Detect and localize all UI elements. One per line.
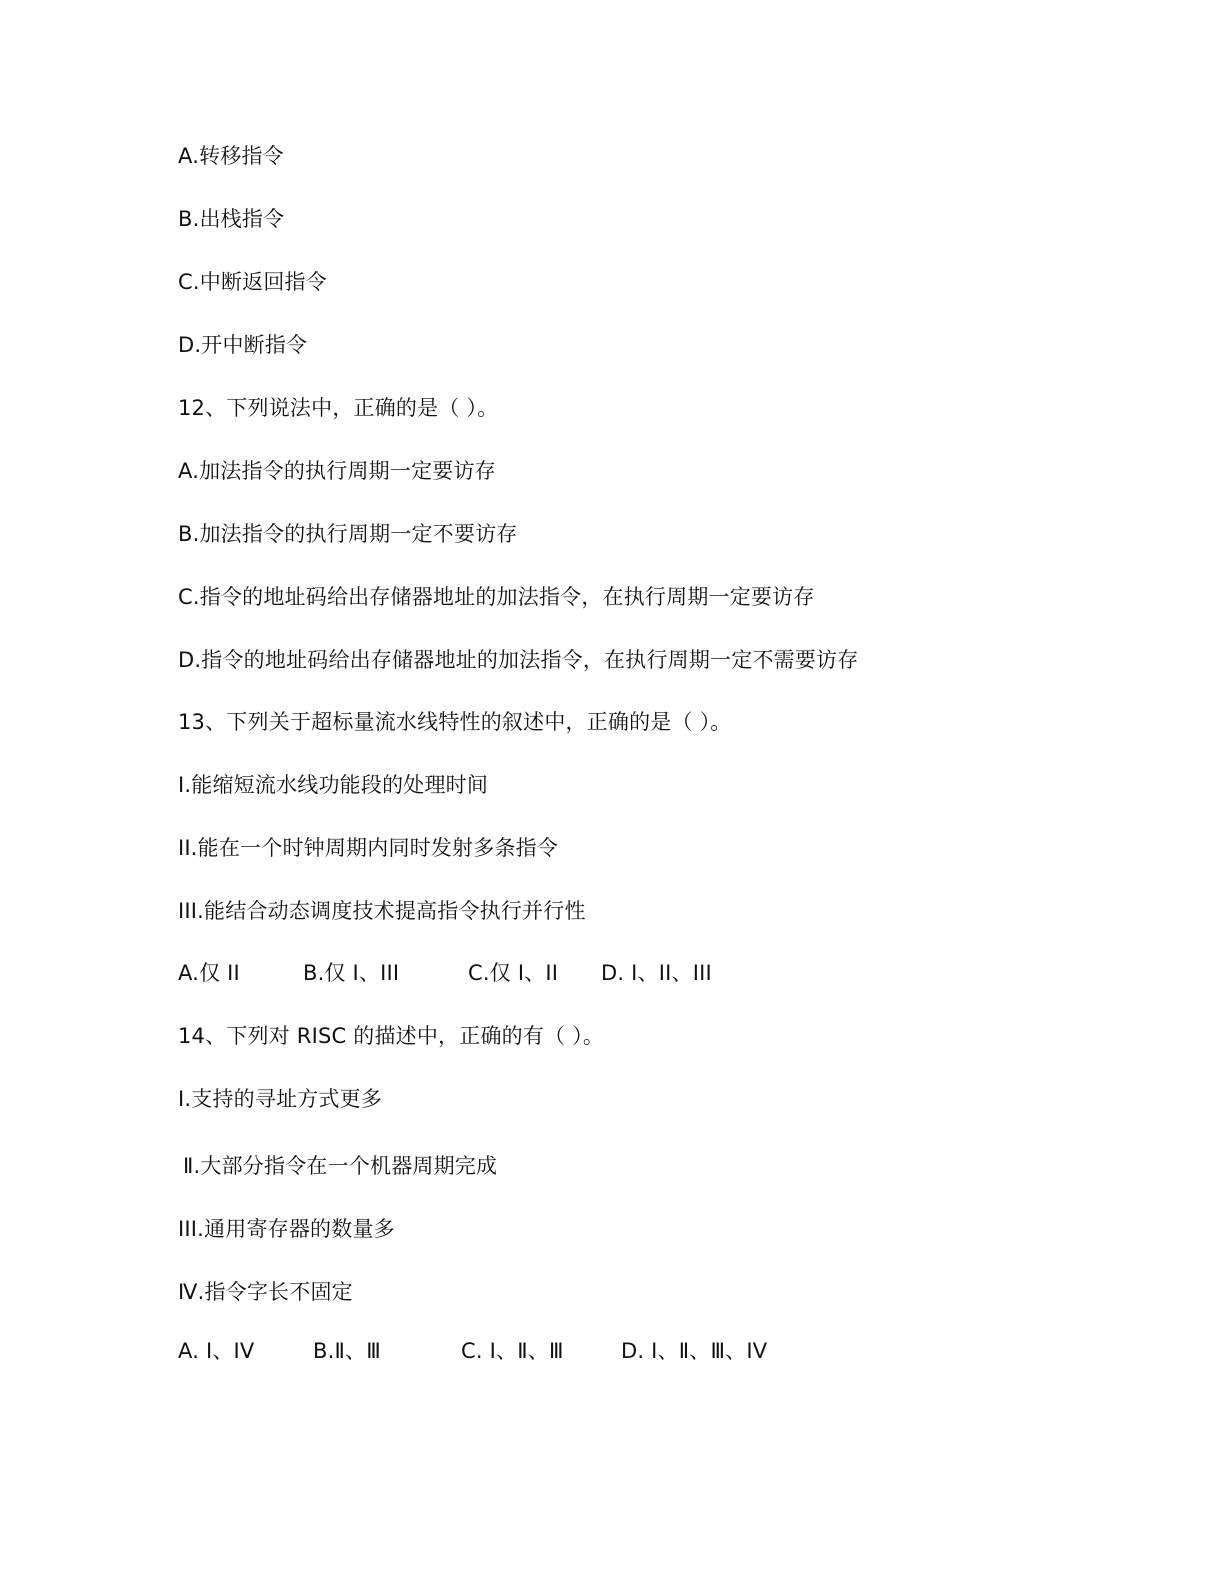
q14-statement-3: III.通用寄存器的数量多 xyxy=(178,1217,395,1241)
q13-stem: 13、下列关于超标量流水线特性的叙述中，正确的是（ ）。 xyxy=(178,710,732,734)
q13-statement-3: III.能结合动态调度技术提高指令执行并行性 xyxy=(178,899,586,923)
q12-option-c: C.指令的地址码给出存储器地址的加法指令，在执行周期一定要访存 xyxy=(178,585,815,609)
q12-option-d: D.指令的地址码给出存储器地址的加法指令，在执行周期一定不需要访存 xyxy=(178,648,859,672)
q13-option-d: D. I、II、III xyxy=(601,961,712,985)
q12-option-b: B.加法指令的执行周期一定不要访存 xyxy=(178,522,518,546)
q14-option-c: C. I、Ⅱ、Ⅲ xyxy=(461,1339,564,1363)
q11-option-c: C.中断返回指令 xyxy=(178,270,327,294)
q14-statement-1: I.支持的寻址方式更多 xyxy=(178,1087,383,1111)
q13-option-c: C.仅 I、II xyxy=(468,961,559,985)
q14-statement-4: Ⅳ.指令字长不固定 xyxy=(178,1280,353,1304)
q13-statement-1: I.能缩短流水线功能段的处理时间 xyxy=(178,773,489,797)
q13-option-a: A.仅 II xyxy=(178,961,240,985)
q12-option-a: A.加法指令的执行周期一定要访存 xyxy=(178,459,496,483)
q14-stem: 14、下列对 RISC 的描述中，正确的有（ ）。 xyxy=(178,1024,605,1048)
q11-option-d: D.开中断指令 xyxy=(178,333,308,357)
q13-statement-2: II.能在一个时钟周期内同时发射多条指令 xyxy=(178,836,559,860)
q14-option-a: A. I、IV xyxy=(178,1339,255,1363)
q14-option-b: B.Ⅱ、Ⅲ xyxy=(313,1339,381,1363)
q14-option-d: D. I、Ⅱ、Ⅲ、IV xyxy=(621,1339,768,1363)
q11-option-a: A.转移指令 xyxy=(178,144,284,168)
q12-stem: 12、下列说法中，正确的是（ ）。 xyxy=(178,396,499,420)
q11-option-b: B.出栈指令 xyxy=(178,207,285,231)
q13-option-b: B.仅 I、III xyxy=(303,961,400,985)
q13-options-row xyxy=(178,958,712,988)
q14-options-row xyxy=(178,1336,767,1366)
q14-statement-2: Ⅱ.大部分指令在一个机器周期完成 xyxy=(183,1154,498,1178)
